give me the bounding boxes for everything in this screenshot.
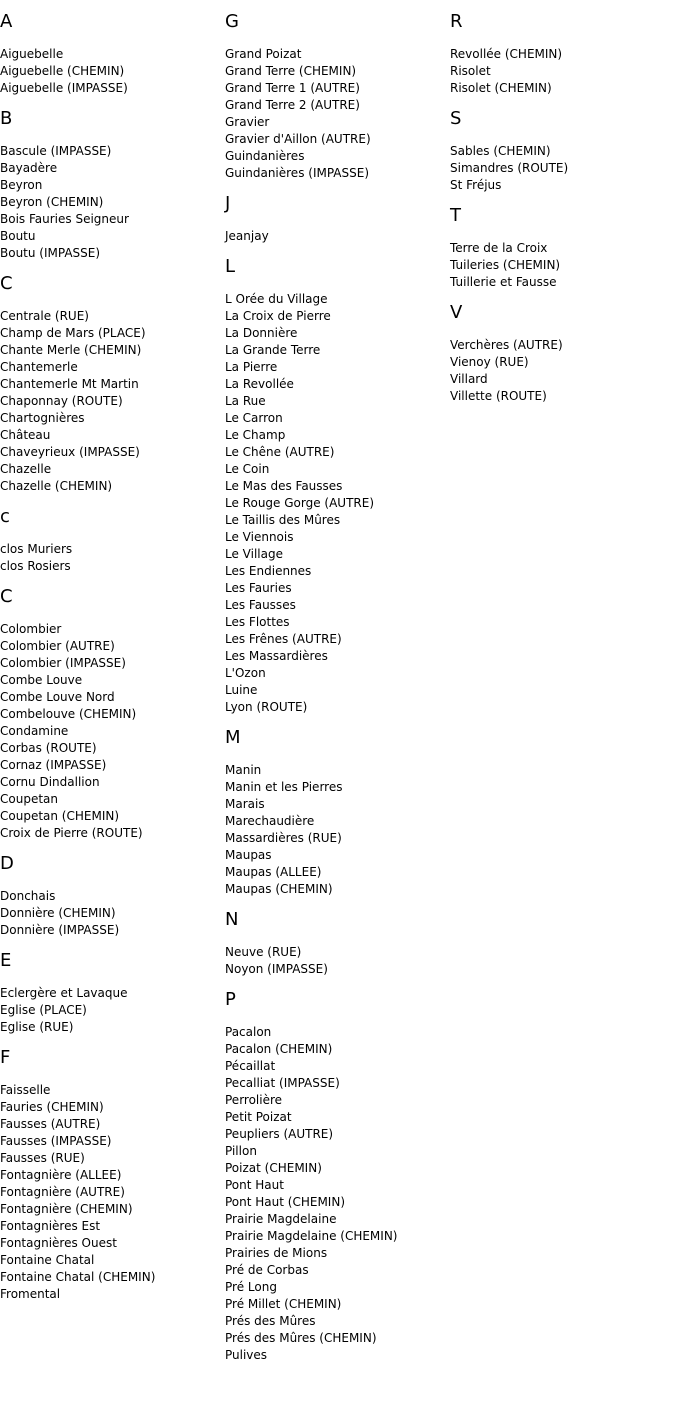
street-name: Maupas (CHEMIN)	[225, 882, 333, 896]
street-name: Jeanjay	[225, 229, 269, 243]
street-name: Les Fausses	[225, 598, 296, 612]
street-name: Grand Poizat	[225, 47, 302, 61]
street-list	[0, 888, 220, 939]
section-letter-heading: C	[0, 586, 13, 607]
street-name: Le Viennois	[225, 530, 294, 544]
street-name: Centrale (RUE)	[0, 309, 89, 323]
street-name: Fromental	[0, 1287, 61, 1301]
street-name: Grand Terre 1 (AUTRE)	[225, 81, 360, 95]
letter-group	[450, 10, 670, 97]
section-letter-heading: A	[0, 11, 13, 32]
street-name: Fausses (IMPASSE)	[0, 1134, 112, 1148]
letter-group	[225, 10, 445, 182]
street-name: Chartognières	[0, 411, 85, 425]
section-letter-heading: N	[225, 909, 239, 930]
street-name: Eglise (RUE)	[0, 1020, 74, 1034]
street-name: Le Village	[225, 547, 283, 561]
street-list	[0, 541, 220, 575]
street-name: Combe Louve Nord	[0, 690, 115, 704]
street-name: Perrolière	[225, 1093, 283, 1107]
street-name: La Donnière	[225, 326, 298, 340]
street-name: Prairie Magdelaine	[225, 1212, 337, 1226]
section-letter-heading: S	[450, 108, 462, 129]
letter-group	[225, 988, 445, 1364]
street-name: Pecalliat (IMPASSE)	[225, 1076, 340, 1090]
street-name: Cornu Dindallion	[0, 775, 100, 789]
street-name: Colombier	[0, 622, 62, 636]
street-name: Noyon (IMPASSE)	[225, 962, 328, 976]
section-letter-heading: D	[0, 853, 14, 874]
street-name: L Orée du Village	[225, 292, 328, 306]
street-name: Fontagnières Ouest	[0, 1236, 117, 1250]
street-name: La Grande Terre	[225, 343, 321, 357]
street-name: La Rue	[225, 394, 266, 408]
street-name: Le Champ	[225, 428, 286, 442]
street-list	[0, 985, 220, 1036]
section-letter-heading: L	[225, 256, 236, 277]
street-name: Les Fauries	[225, 581, 292, 595]
street-name: Tuileries (CHEMIN)	[450, 258, 561, 272]
section-letter-heading: C	[0, 273, 13, 294]
section-letter-heading: T	[450, 205, 461, 226]
street-name: Bayadère	[0, 161, 58, 175]
street-name: Vienoy (RUE)	[450, 355, 529, 369]
street-name: Pacalon (CHEMIN)	[225, 1042, 333, 1056]
street-name: Fontagnière (ALLEE)	[0, 1168, 122, 1182]
street-name: Pré de Corbas	[225, 1263, 309, 1277]
street-name: La Croix de Pierre	[225, 309, 331, 323]
street-name: Petit Poizat	[225, 1110, 292, 1124]
street-name: Grand Terre (CHEMIN)	[225, 64, 357, 78]
street-list	[0, 46, 220, 97]
street-name: Aiguebelle (CHEMIN)	[0, 64, 125, 78]
street-list	[225, 228, 445, 245]
street-name: Pré Millet (CHEMIN)	[225, 1297, 342, 1311]
letter-group	[225, 192, 445, 245]
street-name: Cornaz (IMPASSE)	[0, 758, 107, 772]
street-name: Gravier d'Aillon (AUTRE)	[225, 132, 371, 146]
street-name: Prairies de Mions	[225, 1246, 328, 1260]
letter-group	[0, 852, 220, 939]
letter-group	[225, 908, 445, 978]
street-name: Combelouve (CHEMIN)	[0, 707, 137, 721]
section-letter-heading: E	[0, 950, 12, 971]
street-name: Villard	[450, 372, 488, 386]
street-column-3	[450, 10, 670, 415]
street-name: Fontagnières Est	[0, 1219, 101, 1233]
street-name: Guindanières (IMPASSE)	[225, 166, 370, 180]
street-list	[450, 240, 670, 291]
street-name: Terre de la Croix	[450, 241, 548, 255]
street-name: Beyron	[0, 178, 43, 192]
street-name: La Pierre	[225, 360, 278, 374]
street-name: Aiguebelle	[0, 47, 64, 61]
street-name: Château	[0, 428, 51, 442]
street-name: Bascule (IMPASSE)	[0, 144, 112, 158]
street-name: Lyon (ROUTE)	[225, 700, 308, 714]
letter-group	[450, 301, 670, 405]
letter-group	[0, 10, 220, 97]
street-name: Donchais	[0, 889, 56, 903]
street-name: Boutu (IMPASSE)	[0, 246, 101, 260]
street-column-2	[225, 10, 445, 1374]
street-name: Bois Fauries Seigneur	[0, 212, 129, 226]
street-name: Prés des Mûres (CHEMIN)	[225, 1331, 377, 1345]
street-name: Les Flottes	[225, 615, 290, 629]
street-name: Colombier (AUTRE)	[0, 639, 115, 653]
street-name: Le Chêne (AUTRE)	[225, 445, 335, 459]
street-name: Prairie Magdelaine (CHEMIN)	[225, 1229, 398, 1243]
street-name: Donnière (CHEMIN)	[0, 906, 116, 920]
street-name: Maupas (ALLEE)	[225, 865, 322, 879]
letter-group	[225, 255, 445, 716]
street-name: Pulives	[225, 1348, 268, 1362]
street-name: Fauries (CHEMIN)	[0, 1100, 104, 1114]
street-name: Manin	[225, 763, 262, 777]
street-list	[0, 621, 220, 842]
street-name: Le Coin	[225, 462, 270, 476]
street-name: Prés des Mûres	[225, 1314, 316, 1328]
street-name: Beyron (CHEMIN)	[0, 195, 104, 209]
street-name: Boutu	[0, 229, 36, 243]
street-name: Grand Terre 2 (AUTRE)	[225, 98, 360, 112]
street-name: Pont Haut	[225, 1178, 284, 1192]
letter-group	[0, 949, 220, 1036]
street-name: Chaveyrieux (IMPASSE)	[0, 445, 140, 459]
street-name: Pont Haut (CHEMIN)	[225, 1195, 345, 1209]
street-name: Le Rouge Gorge (AUTRE)	[225, 496, 375, 510]
section-letter-heading: G	[225, 11, 239, 32]
street-name: Massardières (RUE)	[225, 831, 342, 845]
street-name: Chazelle (CHEMIN)	[0, 479, 113, 493]
section-letter-heading: B	[0, 108, 13, 129]
letter-group	[450, 204, 670, 291]
street-name: Marais	[225, 797, 265, 811]
street-name: Chantemerle	[0, 360, 78, 374]
section-letter-heading: R	[450, 11, 463, 32]
street-name: Croix de Pierre (ROUTE)	[0, 826, 143, 840]
street-name: Luine	[225, 683, 258, 697]
street-name: Aiguebelle (IMPASSE)	[0, 81, 128, 95]
letter-group	[0, 585, 220, 842]
street-name: Guindanières	[225, 149, 305, 163]
street-name: L'Ozon	[225, 666, 266, 680]
street-list	[450, 46, 670, 97]
street-name: Corbas (ROUTE)	[0, 741, 97, 755]
street-name: Chaponnay (ROUTE)	[0, 394, 123, 408]
street-name: Les Frênes (AUTRE)	[225, 632, 342, 646]
section-letter-heading: c	[0, 506, 10, 527]
letter-group	[0, 505, 220, 575]
street-list	[450, 143, 670, 194]
letter-group	[0, 272, 220, 495]
letter-group	[0, 107, 220, 262]
street-name: Le Taillis des Mûres	[225, 513, 341, 527]
street-name: Risolet	[450, 64, 491, 78]
section-letter-heading: V	[450, 302, 463, 323]
street-name: Pré Long	[225, 1280, 277, 1294]
street-name: Faisselle	[0, 1083, 51, 1097]
street-name: Coupetan (CHEMIN)	[0, 809, 120, 823]
street-column-1	[0, 10, 220, 1313]
street-name: Champ de Mars (PLACE)	[0, 326, 146, 340]
street-name: Revollée (CHEMIN)	[450, 47, 563, 61]
street-name: Verchères (AUTRE)	[450, 338, 563, 352]
street-name: Tuillerie et Fausse	[450, 275, 557, 289]
street-name: St Fréjus	[450, 178, 502, 192]
letter-group	[0, 1046, 220, 1303]
street-name: Colombier (IMPASSE)	[0, 656, 126, 670]
letter-group	[450, 107, 670, 194]
street-name: Eclergère et Lavaque	[0, 986, 128, 1000]
street-name: clos Muriers	[0, 542, 73, 556]
street-name: Fontaine Chatal (CHEMIN)	[0, 1270, 156, 1284]
street-name: Eglise (PLACE)	[0, 1003, 87, 1017]
street-name: Coupetan	[0, 792, 58, 806]
street-name: Gravier	[225, 115, 270, 129]
street-name: Simandres (ROUTE)	[450, 161, 569, 175]
street-name: Risolet (CHEMIN)	[450, 81, 552, 95]
street-name: Fontaine Chatal	[0, 1253, 95, 1267]
section-letter-heading: P	[225, 989, 236, 1010]
street-name: Les Massardières	[225, 649, 328, 663]
street-name: Condamine	[0, 724, 69, 738]
street-list	[450, 337, 670, 405]
street-name: Pécaillat	[225, 1059, 276, 1073]
section-letter-heading: J	[225, 193, 231, 214]
street-name: Chantemerle Mt Martin	[0, 377, 139, 391]
street-name: Fausses (AUTRE)	[0, 1117, 101, 1131]
street-name: La Revollée	[225, 377, 294, 391]
street-name: Donnière (IMPASSE)	[0, 923, 120, 937]
street-name: Le Mas des Fausses	[225, 479, 343, 493]
street-name: Pacalon	[225, 1025, 272, 1039]
section-letter-heading: M	[225, 727, 241, 748]
street-list	[225, 944, 445, 978]
street-name: Manin et les Pierres	[225, 780, 343, 794]
street-list	[0, 308, 220, 495]
street-name: Combe Louve	[0, 673, 83, 687]
street-name: Chazelle	[0, 462, 52, 476]
street-name: Sables (CHEMIN)	[450, 144, 551, 158]
street-name: Fausses (RUE)	[0, 1151, 85, 1165]
street-name: Marechaudière	[225, 814, 315, 828]
street-name: Le Carron	[225, 411, 283, 425]
street-list	[0, 143, 220, 262]
street-name: Fontagnière (CHEMIN)	[0, 1202, 133, 1216]
street-name: clos Rosiers	[0, 559, 71, 573]
street-name: Pillon	[225, 1144, 257, 1158]
letter-group	[225, 726, 445, 898]
street-list	[225, 291, 445, 716]
street-name: Peupliers (AUTRE)	[225, 1127, 334, 1141]
street-name: Neuve (RUE)	[225, 945, 302, 959]
street-name: Fontagnière (AUTRE)	[0, 1185, 125, 1199]
street-list	[0, 1082, 220, 1303]
street-list	[225, 762, 445, 898]
street-name: Chante Merle (CHEMIN)	[0, 343, 142, 357]
street-list	[225, 46, 445, 182]
street-name: Poizat (CHEMIN)	[225, 1161, 322, 1175]
street-list	[225, 1024, 445, 1364]
street-name: Les Endiennes	[225, 564, 312, 578]
section-letter-heading: F	[0, 1047, 11, 1068]
street-name: Maupas	[225, 848, 272, 862]
street-name: Villette (ROUTE)	[450, 389, 547, 403]
